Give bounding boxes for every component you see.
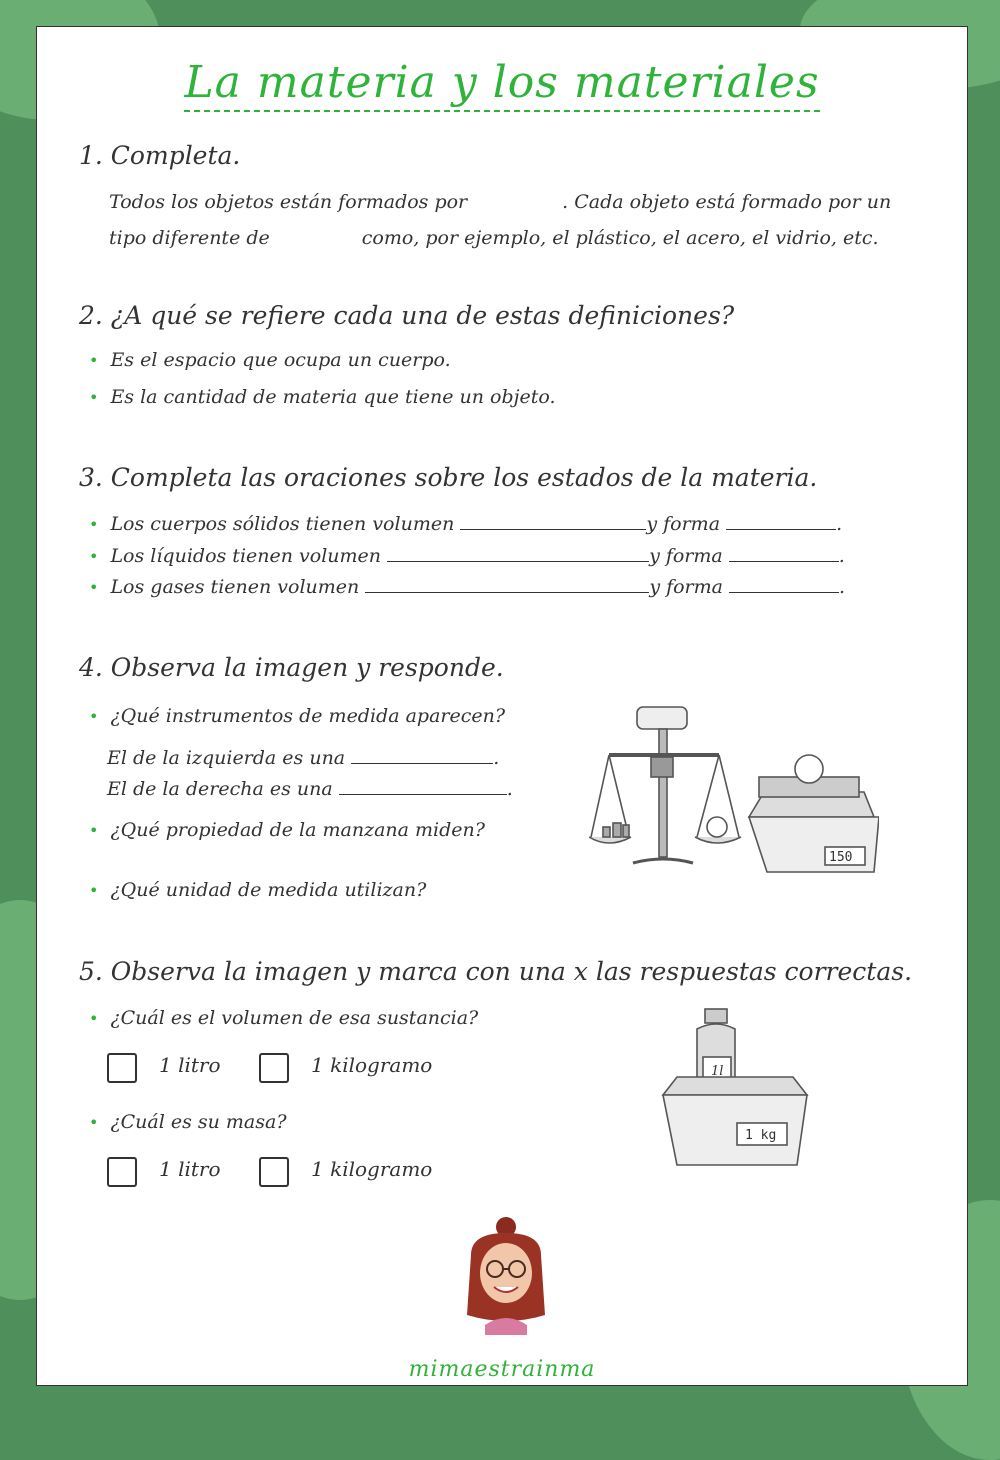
q5-bullet-2: • ¿Cuál es su masa? [89,1111,287,1133]
question-3-heading: 3. Completa las oraciones sobre los estados de la materia. [79,463,818,492]
answer-line[interactable] [729,576,839,593]
page-title: La materia y los materiales [37,57,967,108]
q3-item: • Los líquidos tienen volumen y forma . [89,545,845,567]
scale-display: 1 kg [745,1128,777,1143]
q1-line-2: tipo diferente de como, por ejemplo, el plástico, el acero, el vidrio, etc. [109,227,879,249]
q2-item: • Es la cantidad de materia que tiene un objeto. [89,386,556,408]
question-2-heading: 2. ¿A qué se refiere cada una de estas definiciones? [79,301,735,330]
option-label: 1 litro [159,1053,221,1077]
bottle-label: 1l [711,1064,724,1079]
question-4-heading: 4. Observa la imagen y responde. [79,653,504,682]
checkbox-masa-litro[interactable] [107,1157,137,1187]
q3-item: • Los cuerpos sólidos tienen volumen y forma . [89,513,843,535]
option-label: 1 litro [159,1157,221,1181]
q4-bullet-1: • ¿Qué instrumentos de medida aparecen? [89,705,506,727]
q4-right-line: El de la derecha es una . [107,778,513,800]
answer-line[interactable] [726,513,836,530]
option-label: 1 kilogramo [311,1053,433,1077]
worksheet [36,26,968,1386]
checkbox-volume-litro[interactable] [107,1053,137,1083]
question-1-heading: 1. Completa. [79,141,241,170]
q5-bullet-1: • ¿Cuál es el volumen de esa sustancia? [89,1007,479,1029]
answer-line[interactable] [729,545,839,562]
q4-left-line: El de la izquierda es una . [107,747,500,769]
answer-line[interactable] [339,780,507,795]
scales-illustration [589,697,879,877]
q1-line-1: Todos los objetos están formados por . Cada objeto está formado por un [109,191,892,213]
checkbox-volume-kilogramo[interactable] [259,1053,289,1083]
avatar [461,1215,551,1335]
q4-bullet-2: • ¿Qué propiedad de la manzana miden? [89,819,485,841]
checkbox-masa-kilogramo[interactable] [259,1157,289,1187]
q4-bullet-3: • ¿Qué unidad de medida utilizan? [89,879,427,901]
answer-line[interactable] [351,749,493,764]
question-5-heading: 5. Observa la imagen y marca con una x las respuestas correctas. [79,957,913,986]
scale-display: 150 [829,850,853,865]
option-label: 1 kilogramo [311,1157,433,1181]
bottle-scale-illustration [657,1005,817,1175]
footer-signature: mimaestrainma [408,1357,596,1382]
q3-item: • Los gases tienen volumen y forma . [89,576,846,598]
answer-line[interactable] [460,513,646,530]
answer-line[interactable] [365,576,649,593]
q2-item: • Es el espacio que ocupa un cuerpo. [89,349,451,371]
answer-line[interactable] [387,545,649,562]
